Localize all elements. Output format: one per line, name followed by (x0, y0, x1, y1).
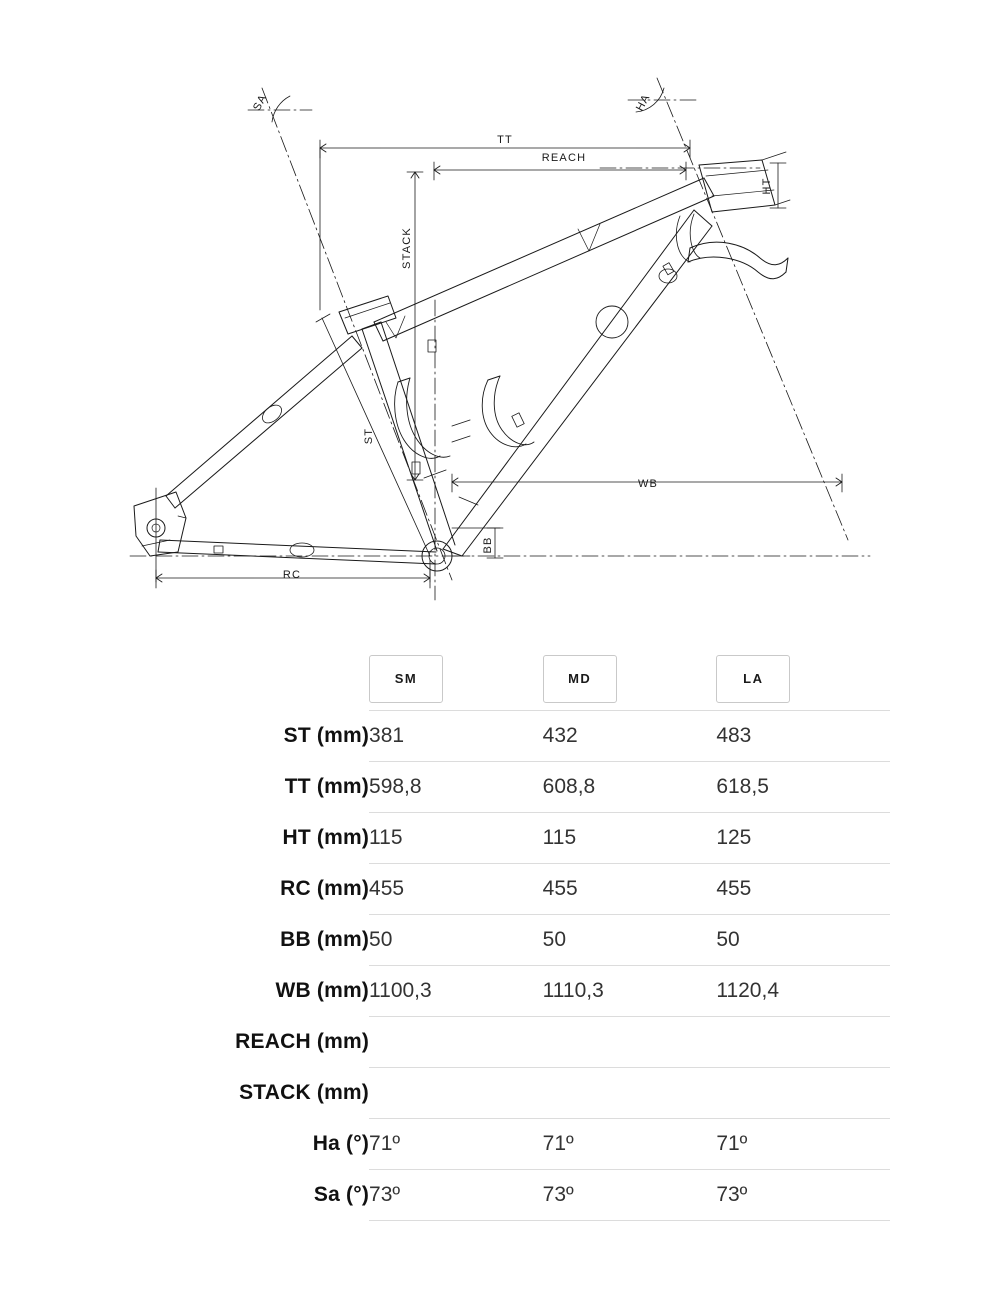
sa-angle-arc (272, 96, 290, 122)
label-ha: HA (633, 91, 653, 114)
cell-sa-md: 73º (543, 1170, 717, 1221)
label-bb: BB (482, 536, 494, 554)
row-label-tt: TT (mm) (284, 775, 370, 798)
cell-wb-sm: 1100,3 (369, 966, 543, 1017)
dimension-arrows (156, 144, 842, 582)
row-label-wb: WB (mm) (275, 979, 370, 1002)
cell-wb-la: 1120,4 (716, 966, 890, 1017)
row-label-reach: REACH (mm) (235, 1030, 370, 1053)
header-spacer (0, 648, 369, 711)
cell-st-md: 432 (543, 711, 717, 762)
table-row (0, 864, 890, 915)
cell-sa-sm: 73º (369, 1170, 543, 1221)
size-badge-md: MD (543, 655, 617, 703)
cell-tt-la: 618,5 (716, 762, 890, 813)
label-rc: RC (282, 569, 302, 581)
cell-tt-sm: 598,8 (369, 762, 543, 813)
table-row (0, 762, 890, 813)
size-header-md (543, 648, 717, 711)
size-header-sm (369, 648, 543, 711)
cell-ha-md: 71º (543, 1119, 717, 1170)
table-header-row (0, 648, 890, 711)
cell-stack-md (543, 1068, 717, 1119)
cell-ha-la: 71º (716, 1119, 890, 1170)
dimension-lines (156, 140, 842, 588)
table-row (0, 1119, 890, 1170)
row-label-ht: HT (mm) (282, 826, 370, 849)
axis-lines (130, 78, 870, 600)
table-row (0, 966, 890, 1017)
cell-rc-sm: 455 (369, 864, 543, 915)
cell-tt-md: 608,8 (543, 762, 717, 813)
cell-reach-la (716, 1017, 890, 1068)
geometry-table-container (0, 648, 1001, 1221)
size-badge-la: LA (716, 655, 790, 703)
size-header-la (716, 648, 890, 711)
cell-ha-sm: 71º (369, 1119, 543, 1170)
cell-reach-md (543, 1017, 717, 1068)
row-label-rc: RC (mm) (280, 877, 370, 900)
cell-st-la: 483 (716, 711, 890, 762)
label-tt: TT (497, 134, 513, 146)
label-sa: SA (251, 92, 270, 113)
table-row (0, 813, 890, 864)
cell-wb-md: 1110,3 (543, 966, 717, 1017)
cell-st-sm: 381 (369, 711, 543, 762)
cell-bb-sm: 50 (369, 915, 543, 966)
label-ht: HT (761, 177, 773, 195)
cell-ht-la: 125 (716, 813, 890, 864)
frame-geometry-diagram (0, 0, 1001, 640)
cell-sa-la: 73º (716, 1170, 890, 1221)
table-row (0, 1068, 890, 1119)
table-row (0, 1017, 890, 1068)
cell-stack-sm (369, 1068, 543, 1119)
row-label-ha: Ha (°) (312, 1132, 370, 1155)
cell-reach-sm (369, 1017, 543, 1068)
geometry-table (0, 648, 890, 1221)
table-row (0, 915, 890, 966)
label-wb: WB (637, 478, 659, 490)
row-label-bb: BB (mm) (280, 928, 370, 951)
row-label-stack: STACK (mm) (239, 1081, 370, 1104)
cell-stack-la (716, 1068, 890, 1119)
cell-rc-la: 455 (716, 864, 890, 915)
row-label-st: ST (mm) (283, 724, 370, 747)
table-row (0, 711, 890, 762)
row-label-sa: Sa (°) (313, 1183, 370, 1206)
label-reach: REACH (541, 152, 587, 164)
cell-ht-md: 115 (543, 813, 717, 864)
table-row (0, 1170, 890, 1221)
cell-bb-la: 50 (716, 915, 890, 966)
frame-geometry-svg (0, 0, 1001, 640)
label-stack: STACK (401, 227, 413, 269)
cell-bb-md: 50 (543, 915, 717, 966)
cell-rc-md: 455 (543, 864, 717, 915)
label-st: ST (363, 427, 375, 445)
cell-ht-sm: 115 (369, 813, 543, 864)
size-badge-sm: SM (369, 655, 443, 703)
